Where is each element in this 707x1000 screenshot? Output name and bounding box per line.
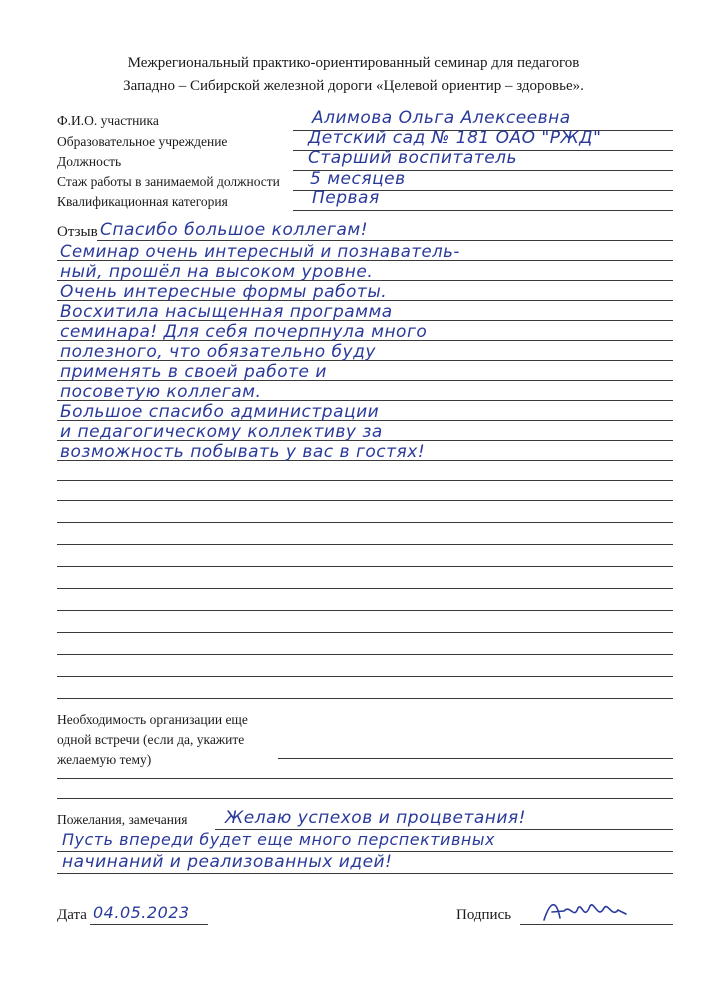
signature-drawing — [540, 896, 630, 926]
meeting-line — [57, 778, 673, 779]
wishes-line — [57, 873, 673, 874]
review-line — [57, 566, 673, 567]
form-title-line-1: Межрегиональный практико-ориентированный семинар для педагогов — [127, 55, 580, 71]
meeting-line — [57, 798, 673, 799]
review-text-line[interactable]: Очень интересные формы работы. — [60, 282, 388, 302]
field-value-position[interactable]: Старший воспитатель — [308, 148, 518, 168]
field-value-category[interactable]: Первая — [312, 188, 380, 208]
field-line-category — [293, 210, 673, 211]
review-text-line[interactable]: Спасибо большое коллегам! — [100, 220, 369, 240]
review-line — [57, 522, 673, 523]
review-text-line[interactable]: полезного, что обязательно буду — [60, 342, 376, 362]
review-line — [57, 480, 673, 481]
date-value[interactable]: 04.05.2023 — [93, 903, 190, 922]
signature-label: Подпись — [456, 907, 512, 923]
date-label: Дата — [57, 907, 87, 923]
wishes-text-line[interactable]: начинаний и реализованных идей! — [62, 852, 393, 872]
field-value-institution[interactable]: Детский сад № 181 ОАО "РЖД" — [308, 128, 602, 148]
review-line — [97, 240, 673, 241]
field-label-institution: Образовательное учреждение — [57, 134, 228, 149]
wishes-text-line[interactable]: Желаю успехов и процветания! — [225, 808, 526, 828]
review-line — [57, 610, 673, 611]
review-text-line[interactable]: возможность побывать у вас в гостях! — [60, 442, 426, 462]
field-label-name: Ф.И.О. участника — [57, 113, 159, 128]
field-value-experience[interactable]: 5 месяцев — [310, 169, 406, 189]
review-line — [57, 654, 673, 655]
field-value-name[interactable]: Алимова Ольга Алексеевна — [312, 108, 571, 128]
review-text-line[interactable]: Восхитила насыщенная программа — [60, 302, 393, 322]
review-line — [57, 544, 673, 545]
review-text-line[interactable]: посоветую коллегам. — [60, 382, 262, 402]
field-label-experience: Стаж работы в занимаемой должности — [57, 174, 280, 189]
review-line — [57, 588, 673, 589]
review-text-line[interactable]: Большое спасибо администрации — [60, 402, 380, 422]
review-line — [57, 500, 673, 501]
review-label: Отзыв — [57, 224, 98, 240]
review-text-line[interactable]: и педагогическому коллективу за — [60, 422, 383, 442]
wishes-label: Пожелания, замечания — [57, 812, 188, 827]
meeting-line — [278, 758, 673, 759]
signature-mark — [540, 896, 630, 926]
field-label-position: Должность — [57, 154, 122, 169]
review-text-line[interactable]: семинара! Для себя почерпнула много — [60, 322, 428, 342]
review-line — [57, 632, 673, 633]
field-label-category: Квалификационная категория — [57, 194, 228, 209]
review-text-line[interactable]: Семинар очень интересный и познаватель- — [60, 242, 460, 261]
review-line — [57, 698, 673, 699]
review-text-line[interactable]: ный, прошёл на высоком уровне. — [60, 262, 374, 282]
date-line — [90, 924, 208, 925]
wishes-text-line[interactable]: Пусть впереди будет еще много перспективных — [62, 830, 495, 849]
review-line — [57, 676, 673, 677]
meeting-label: Необходимость организации еще одной встречи (если да, укажите желаемую тему) — [57, 712, 248, 767]
review-text-line[interactable]: применять в своей работе и — [60, 362, 327, 382]
form-title-line-2: Западно – Сибирской железной дороги «Целевой ориентир – здоровье». — [123, 78, 584, 94]
